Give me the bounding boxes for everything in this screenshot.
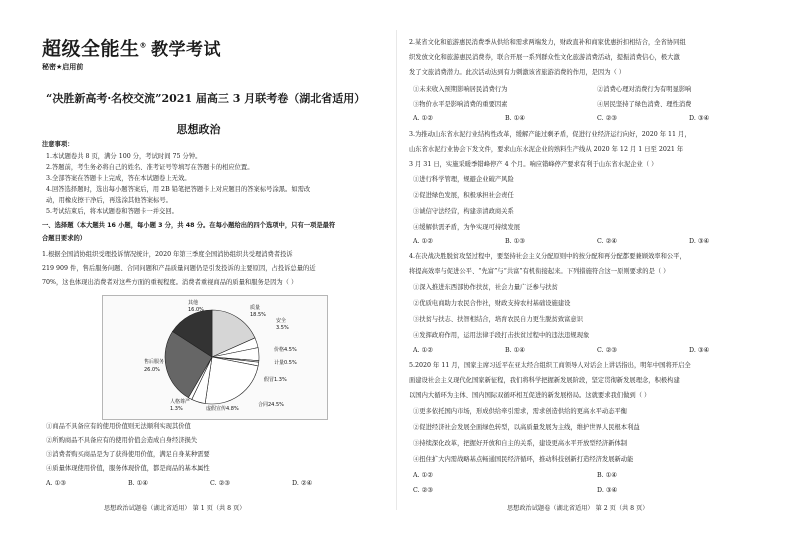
question-4-option: ②优质电商助力农民合作社，财政支持农村基础设施建设 [413, 300, 571, 307]
question-2-line: 织发放文化和旅游惠民消费券，联合开展一系列群众性文化旅游消费活动，提振消费信心，极大激 [409, 54, 680, 61]
answer-a[interactable]: A. ①② [413, 238, 433, 245]
page-footer: 思想政治试题卷（湖北省适用） 第 2 页（共 8 页） [507, 505, 649, 512]
question-1-option: ③消费者购买商品是为了获得使用价值，满足自身某种需要 [46, 451, 210, 458]
section-heading: 一、选择题（本大题共 16 小题，每小题 3 分，共 48 分。在每小题给出的四个选项中，只有一项是最符 [42, 222, 336, 229]
answer-b[interactable]: B. ①④ [128, 480, 148, 487]
answer-d[interactable]: D. ③④ [689, 347, 710, 354]
answer-a[interactable]: A. ①② [413, 347, 433, 354]
subject-title: 思想政治 [176, 123, 221, 136]
question-1-option: ②所购商品不具备应有的使用价值会造成自身经济损失 [46, 437, 198, 444]
pie-label-8: 人格尊严 [170, 399, 191, 405]
answer-c[interactable]: C. ②③ [210, 480, 230, 487]
question-3-line: 3.为推动山东省水泥行业结构性改革，缓解产能过剩矛盾，促进行业经济运行向好，2020 年 11 月， [409, 131, 691, 138]
answer-d[interactable]: D. ③④ [689, 115, 710, 122]
answer-b[interactable]: B. ①③ [505, 238, 525, 245]
right-page [397, 0, 794, 543]
answer-d[interactable]: D. ③④ [689, 238, 710, 245]
question-3-line: 3 月 31 日，实施采暖季错峰停产 4 个月。响应错峰停产要求有利于山东省水泥企业（ ） [409, 161, 658, 168]
notice-line: 3.全部答案在答题卡上完成，答在本试题卷上无效。 [46, 175, 191, 182]
question-5-line: 面建设社会主义现代化国家新征程，我们将科学把握新发展阶段，坚定贯彻新发展理念，积极构建 [409, 377, 680, 384]
question-4-option: ③扶贫与扶志、扶智相结合，培育农民自力更生脱贫致富意识 [413, 316, 584, 323]
question-1-line: 70%，这也体现出消费者对这些方面的重视程度。消费者重视商品的质量和服务是因为（ ） [42, 279, 298, 286]
answer-c[interactable]: C. ②③ [597, 347, 617, 354]
pie-value-label-10: 16.0% [188, 307, 204, 313]
answer-b[interactable]: B. ①④ [597, 472, 617, 479]
answer-b[interactable]: B. ①④ [505, 115, 525, 122]
brand-registered-mark: ® [139, 41, 148, 50]
secret-label: 秘密★启用前 [42, 63, 84, 71]
pie-value-label-9: 26.0% [144, 367, 160, 373]
section-heading: 合题目要求的） [42, 235, 87, 242]
pie-label-5: 假冒1.3% [264, 377, 287, 383]
question-5-option: ④扭住扩大内需战略基点畅通国民经济循环，推动科技创新打造经济发展新动能 [413, 456, 634, 463]
question-4-option: ①深入推进东西部协作扶贫，社会力量广泛参与扶贫 [413, 284, 558, 291]
answer-c[interactable]: C. ②③ [413, 487, 433, 494]
pie-label-4: 计量0.5% [274, 360, 297, 366]
answer-c[interactable]: C. ②④ [597, 238, 617, 245]
question-1-line: 1.根据全国消协组织受理投诉情况统计，2020 年第三季度全国消协组织共受理消费者投诉 [42, 251, 293, 258]
pie-label-10: 其他 [188, 300, 199, 306]
notice-title: 注意事项： [42, 141, 74, 148]
question-2-line: 发了文旅消费潜力。此次活动达到有力刺激该省旅游消费的作用，是因为（ ） [409, 69, 626, 76]
pie-value-label-8: 1.3% [170, 406, 183, 412]
question-3-option: ③诚信守法经营，构建亲清政商关系 [413, 208, 514, 215]
brand-name: 超级全能生 [42, 38, 140, 60]
notice-line: 4.回答选择题时，选出每小题答案后，用 2B 铅笔把答题卡上对应题目的答案标号涂黑。如需改 [46, 186, 311, 193]
question-1-option: ④质量体现使用价值，服务体现价值，都是商品的基本属性 [46, 465, 210, 472]
question-3-option: ①进行科学管理，规避企业破产风险 [413, 176, 514, 183]
notice-line: 动，用橡皮擦干净后，再选涂其他答案标号。 [46, 197, 172, 204]
question-4-line: 4.在决战决胜脱贫攻坚过程中，要坚持社会主义分配原则中的按分配和再分配都要兼顾效率和公平， [409, 253, 686, 260]
question-4-option: ④发挥政府作用，运用法律手段打击扶贫过程中的违法违规现象 [413, 332, 590, 339]
question-2-option: ③物价水平是影响消费的重要因素 [413, 101, 508, 108]
question-3-line: 山东省水泥行业协会下发文件，要求山东水泥企业的熟料生产线从 2020 年 12 月 1 日至 2021 年 [409, 146, 684, 153]
pie-value-label-1: 18.5% [250, 312, 266, 318]
notice-line: 2.答题前，考生务必将自己的姓名、准考证号等填写在答题卡的相应位置。 [46, 164, 254, 171]
question-2-line: 2.某省文化和旅游惠民消费季从供给和需求两端发力，财政直补和商家优惠折扣相结合，全省协同组 [409, 39, 686, 46]
pie-label-1: 质量 [250, 305, 261, 311]
question-5-line: 5.2020 年 11 月，国家主席习近平在亚太经合组织工商领导人对话会上讲话指出，明年中国将开启全 [409, 362, 691, 369]
question-4-line: 将提高效率与促进公平、“先富”与“共富”有机衔接起来。下列措施符合这一原则要求的是（ ） [409, 268, 670, 275]
question-1-line: 219 909 件，售后服务问题、合同问题和产品质量问题仍是引发投诉的主要原因，占投诉总量的近 [42, 265, 316, 272]
pie-label-3: 价格4.5% [274, 347, 297, 353]
answer-a[interactable]: A. ①② [413, 472, 433, 479]
brand-subtitle: 教学考试 [151, 40, 222, 60]
question-5-option: ②促进经济社会发展全面绿色转型，以高质量发展为主线，维护世界人民根本利益 [413, 424, 640, 431]
exam-title: “决胜新高考·名校交流”2021 届高三 3 月联考卷（湖北省适用） [46, 92, 366, 105]
answer-d[interactable]: D. ②④ [292, 480, 313, 487]
notice-line: 1.本试题卷共 8 页，满分 100 分，考试时间 75 分钟。 [46, 153, 202, 160]
answer-a[interactable]: A. ①② [413, 115, 433, 122]
answer-c[interactable]: C. ②③ [597, 115, 617, 122]
notice-line: 5.考试结束后，将本试题卷和答题卡一并交回。 [46, 208, 178, 215]
question-2-option: ①未来收入预期影响居民消费行为 [413, 86, 508, 93]
question-1-option: ①商品不具备应有的使用价值则无法顺利实现其价值 [46, 423, 191, 430]
question-5-line: 以国内大循环为主体、国内国际双循环相互促进的新发展格局。这就要求我们做到（ ） [409, 392, 651, 399]
question-3-option: ④缓解供需矛盾，为争实现可持续发展 [413, 224, 521, 231]
question-2-option: ④居民坚持了绿色消费、理性消费 [597, 101, 692, 108]
complaint-pie-chart [102, 295, 328, 420]
question-5-option: ③持续深化改革，把握好开放和自主的关系，建设更高水平开放型经济新体制 [413, 440, 628, 447]
brand-logo [42, 34, 221, 61]
question-2-option: ②消费心理对消费行为有明显影响 [597, 86, 692, 93]
answer-d[interactable]: D. ③④ [597, 487, 618, 494]
question-3-option: ②促进绿色发展，积极承担社会责任 [413, 192, 514, 199]
page-footer: 思想政治试题卷（湖北省适用） 第 1 页（共 8 页） [104, 505, 246, 512]
pie-label-9: 售后服务 [144, 359, 165, 365]
pie-label-6: 合同24.5% [258, 402, 284, 408]
answer-a[interactable]: A. ①③ [46, 480, 66, 487]
pie-label-7: 虚假宣传4.8% [206, 406, 239, 412]
pie-label-2: 安全 [276, 318, 287, 324]
answer-b[interactable]: B. ①④ [505, 347, 525, 354]
question-5-option: ①更多依托国内市场，形成供给牵引需求，需求创造供给的更高水平动态平衡 [413, 408, 628, 415]
pie-value-label-2: 3.5% [276, 325, 289, 331]
